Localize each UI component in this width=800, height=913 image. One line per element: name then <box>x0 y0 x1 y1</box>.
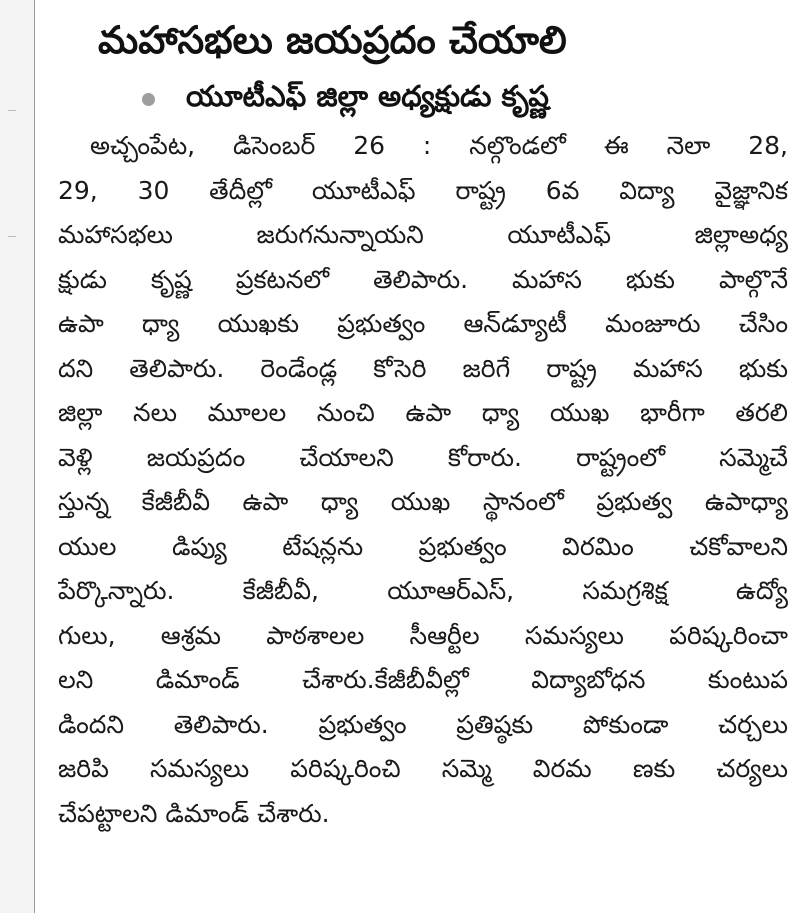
body-line: జరిపి సమస్యలు పరిష్కరించి సమ్మె విరమ ణకు చర్యలు <box>58 754 788 783</box>
clip-mark <box>8 110 16 111</box>
body-line: డిందని తెలిపారు. ప్రభుత్వం ప్రతిష్ఠకు పోకుండా చర్చలు <box>58 709 788 739</box>
body-line: దని తెలిపారు. రెండేండ్ల కోసెరి జరిగే రాష్ట్ర మహాస భుకు <box>58 353 788 383</box>
subheadline <box>58 66 788 124</box>
body-line: గులు, ఆశ్రమ పాఠశాలల సీఆర్టీల సమస్యలు పరిష్కరించా <box>58 620 788 650</box>
body-line: పేర్కొన్నారు. కేజీబీవీ, యూఆర్ఎస్, సమగ్రశిక్ష ఉద్యో <box>58 576 788 605</box>
headline: మహాసభలు జయప్రదం చేయాలి <box>98 18 567 62</box>
subheadline-text: యూటీఎఫ్ జిల్లా అధ్యక్షుడు కృష్ణ <box>186 79 549 113</box>
column-rule <box>34 0 35 913</box>
adjacent-column-clip <box>0 0 34 913</box>
body-line: చేపట్టాలని డిమాండ్ చేశారు. <box>58 798 330 828</box>
body-line: లని డిమాండ్ చేశారు.కేజీబీవీల్లో విద్యాబోధన కుంటుప <box>58 665 788 694</box>
body-line: యుల డిప్యు టేషన్లను ప్రభుత్వం విరమిం చకోవాలని <box>58 531 788 561</box>
news-article <box>58 0 788 913</box>
body-line: ఉపా ధ్యా యుఖకు ప్రభుత్వం ఆన్‌డ్యూటీ మంజూరు చేసిం <box>58 309 788 338</box>
body-line: మహాసభలు జరుగనున్నాయని యూటీఎఫ్ జిల్లాఅధ్య <box>58 220 788 249</box>
body-line: స్తున్న కేజీబీవీ ఉపా ధ్యా యుఖ స్థానంలో ప్రభుత్వ ఉపాధ్యా <box>58 487 788 516</box>
body-line: జిల్లా నలు మూలల నుంచి ఉపా ధ్యా యుఖ భారీగా తరలి <box>58 398 788 427</box>
body-line: క్షుడు కృష్ణ ప్రకటనలో తెలిపారు. మహాస భుకు పాల్గొనే <box>58 264 788 294</box>
clip-mark <box>8 236 16 237</box>
bullet-icon <box>142 93 155 106</box>
article-body <box>58 124 788 836</box>
body-line: వెళ్లి జయప్రదం చేయాలని కోరారు. రాష్ట్రంలో సమ్మెచే <box>58 442 788 472</box>
body-line: అచ్చంపేట, డిసెంబర్ 26 : నల్గొండలో ఈ నెలా 28, <box>90 131 788 160</box>
body-line: 29, 30 తేదీల్లో యూటీఎఫ్ రాష్ట్ర 6వ విద్యా వైజ్ఞానిక <box>58 175 788 205</box>
